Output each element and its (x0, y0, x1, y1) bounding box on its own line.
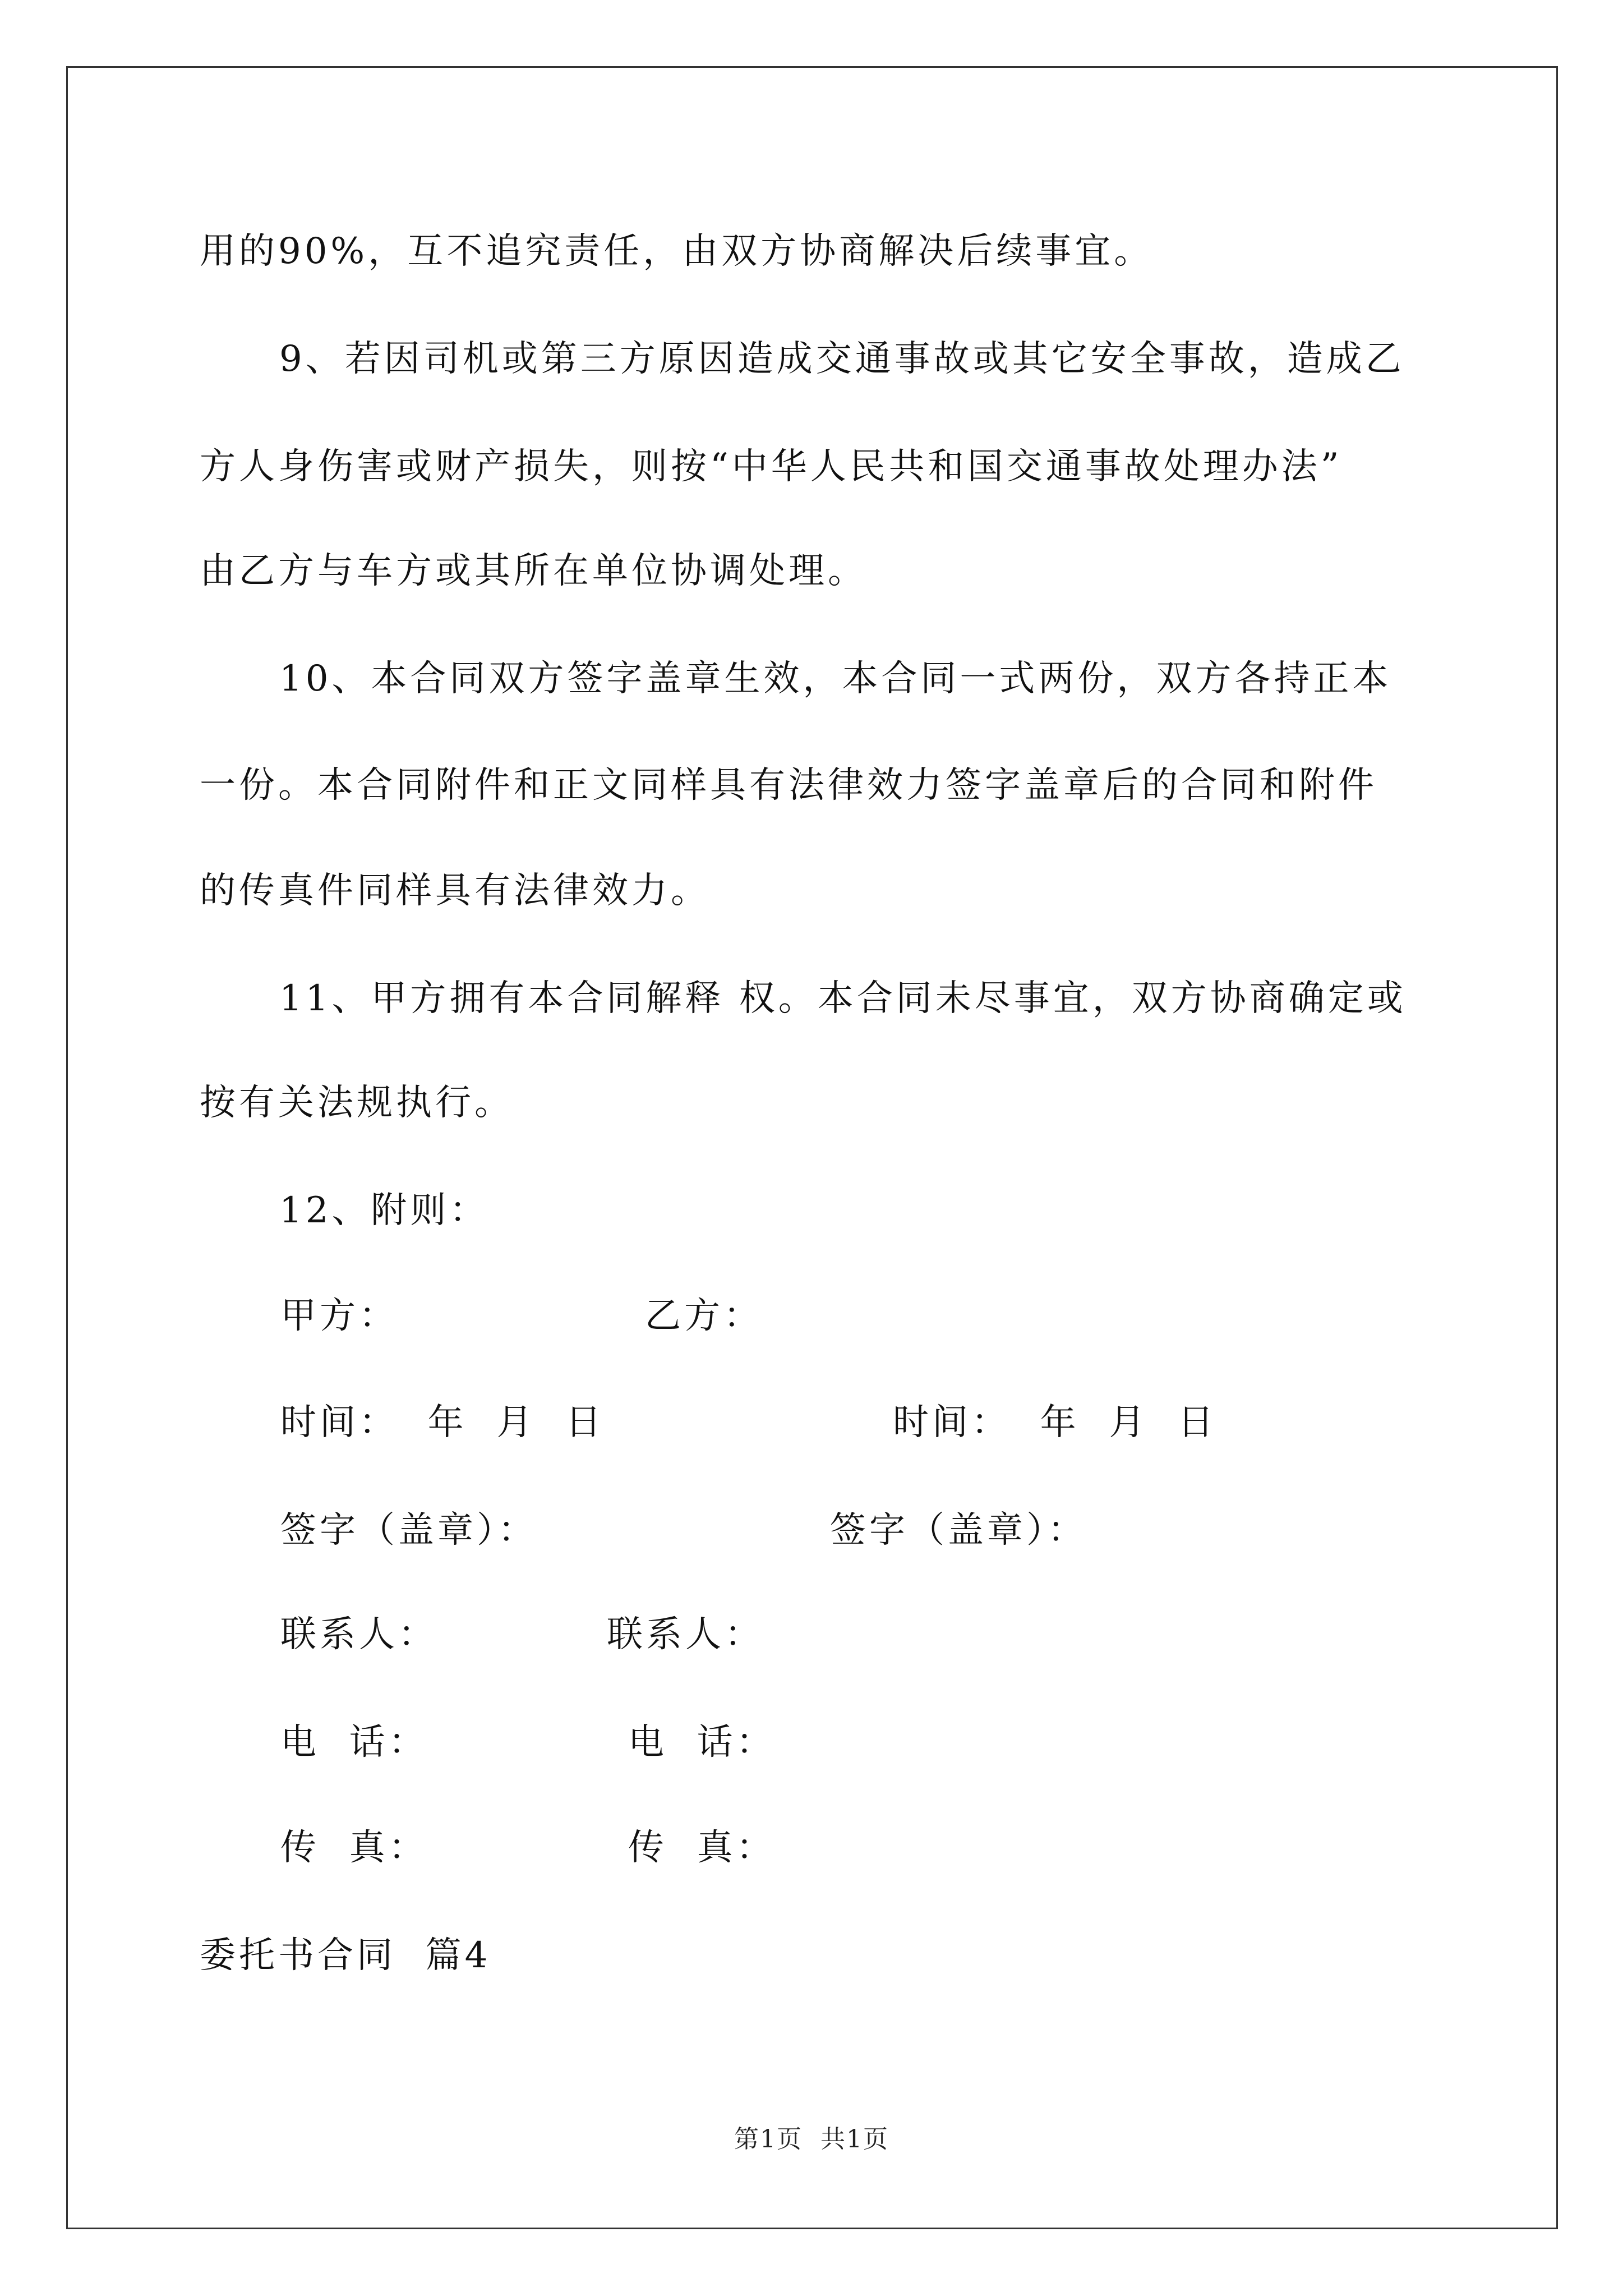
party-b-phone: 电 话： (628, 1722, 776, 1763)
body-line-3: 方人身伤害或财产损失，则按“中华人民共和国交通事故处理办法” (200, 446, 1343, 487)
party-a-time: 时间： 年 月 日 (280, 1402, 605, 1443)
body-line-5: 10、本合同双方签字盖章生效，本合同一式两份，双方各持正本 (279, 658, 1392, 700)
body-line-10: 12、附则： (279, 1190, 489, 1231)
body-line-8: 11、甲方拥有本合同解释 权。本合同未尽事宜，双方协商确定或 (279, 978, 1407, 1019)
body-line-2: 9、若因司机或第三方原因造成交通事故或其它安全事故，造成乙 (279, 338, 1405, 380)
party-b-contact: 联系人： (607, 1614, 764, 1655)
body-line-9: 按有关法规执行。 (200, 1082, 514, 1124)
body-line-1: 用的90%，互不追究责任，由双方协商解决后续事宜。 (200, 231, 1154, 272)
page-footer: 第1页 共1页 (734, 2125, 889, 2154)
section-heading: 委托书合同 篇4 (200, 1935, 491, 1976)
body-line-7: 的传真件同样具有法律效力。 (200, 870, 710, 912)
party-b-time: 时间： 年 月 日 (893, 1402, 1218, 1443)
party-a-phone: 电 话： (280, 1722, 428, 1763)
party-a-contact: 联系人： (280, 1614, 437, 1655)
page-border (66, 66, 1558, 2229)
body-line-4: 由乙方与车方或其所在单位协调处理。 (200, 550, 867, 592)
party-a-label: 甲方： (280, 1295, 398, 1337)
party-a-signature: 签字（盖章）： (280, 1510, 537, 1551)
body-line-6: 一份。本合同附件和正文同样具有法律效力签字盖章后的合同和附件 (200, 765, 1377, 806)
party-b-signature: 签字（盖章）： (830, 1510, 1087, 1551)
party-a-fax: 传 真： (280, 1827, 428, 1869)
party-b-label: 乙方： (645, 1295, 763, 1337)
party-b-fax: 传 真： (628, 1827, 776, 1869)
